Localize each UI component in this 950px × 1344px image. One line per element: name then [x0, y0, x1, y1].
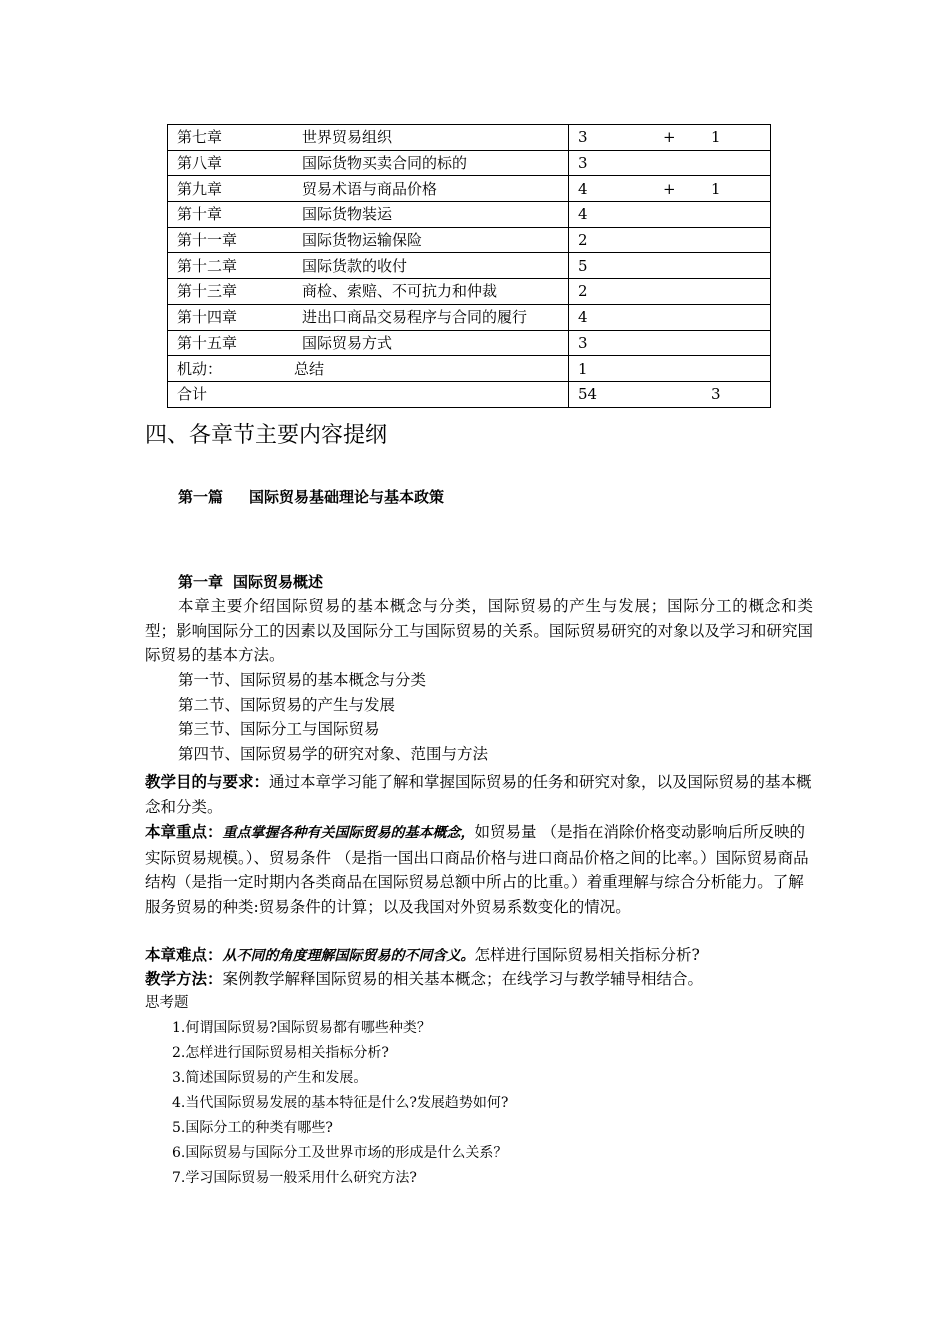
chapter-title: 世界贸易组织	[302, 128, 393, 147]
chapter-heading-name: 国际贸易概述	[233, 573, 324, 591]
table-row-total	[168, 381, 771, 407]
table-row	[168, 125, 771, 151]
questions-title: 思考题	[145, 995, 189, 1011]
table-row	[168, 304, 771, 330]
lecture-hours: 2	[578, 231, 588, 250]
lecture-hours: 4	[578, 179, 588, 198]
question-item: 3.简述国际贸易的产生和发展。	[172, 1070, 368, 1086]
chapter-number: 第七章	[177, 128, 223, 147]
lecture-hours: 5	[578, 256, 588, 275]
total-label: 合计	[177, 385, 208, 404]
question-item: 5.国际分工的种类有哪些?	[172, 1120, 333, 1136]
question-item: 1.何谓国际贸易?国际贸易都有哪些种类？	[172, 1020, 431, 1036]
class-hours-table	[167, 124, 771, 408]
section-heading: 四、各章节主要内容提纲	[145, 423, 388, 448]
chapter-title: 国际贸易方式	[302, 333, 393, 352]
difficulties-emphasis: 从不同的角度理解国际贸易的不同含义。	[222, 948, 475, 964]
lecture-hours: 4	[578, 205, 588, 224]
extra-hours: 1	[711, 128, 721, 147]
teaching-method	[145, 967, 813, 992]
chapter-number: 第八章	[177, 154, 223, 173]
lecture-hours: 4	[578, 308, 588, 327]
key-points-label: 本章重点：	[145, 823, 223, 841]
teaching-goals-label: 教学目的与要求：	[145, 773, 270, 791]
chapter-title: 国际货款的收付	[302, 256, 408, 275]
lecture-hours: 3	[578, 128, 588, 147]
part-name: 国际贸易基础理论与基本政策	[249, 488, 445, 506]
section-list	[178, 668, 846, 766]
question-item: 6.国际贸易与国际分工及世界市场的形成是什么关系？	[172, 1145, 508, 1161]
chapter-title: 国际货物装运	[302, 205, 393, 224]
part-number: 第一篇	[178, 488, 224, 506]
extra-hours: 1	[711, 179, 721, 198]
chapter-title: 国际货物买卖合同的标的	[302, 154, 468, 173]
part-title	[178, 486, 846, 507]
chapter-number: 第九章	[177, 179, 223, 198]
question-list	[172, 1016, 840, 1191]
section-item: 第四节、国际贸易学的研究对象、范围与方法	[178, 744, 489, 763]
chapter-number: 第十五章	[177, 333, 238, 352]
table-row-misc	[168, 356, 771, 382]
key-points	[145, 820, 813, 919]
lecture-hours: 3	[578, 333, 588, 352]
total-hours: 54	[578, 385, 598, 404]
chapter-number: 第十一章	[177, 231, 238, 250]
difficulties-text: 怎样进行国际贸易相关指标分析?	[474, 946, 700, 964]
teaching-goals-text: 通过本章学习能了解和掌握国际贸易的任务和研究对象，以及国际贸易的基本概念和分类。	[145, 773, 812, 816]
question-item: 2.怎样进行国际贸易相关指标分析?	[172, 1045, 389, 1061]
question-item: 4.当代国际贸易发展的基本特征是什么?发展趋势如何?	[172, 1095, 509, 1111]
chapter-heading-number: 第一章	[178, 573, 224, 591]
key-points-emphasis: 重点掌握各种有关国际贸易的基本概念，	[222, 825, 475, 841]
table-row	[168, 279, 771, 305]
teaching-method-label: 教学方法：	[145, 970, 223, 988]
chapter-title: 国际货物运输保险	[302, 231, 423, 250]
chapter-title: 贸易术语与商品价格	[302, 179, 438, 198]
chapter-number: 第十二章	[177, 256, 238, 275]
teaching-method-text: 案例教学解释国际贸易的相关基本概念；在线学习与教学辅导相结合。	[222, 970, 704, 988]
difficulties-label: 本章难点：	[145, 946, 223, 964]
table-row	[168, 330, 771, 356]
plus-sign: +	[663, 128, 676, 147]
chapter-title: 进出口商品交易程序与合同的履行	[302, 308, 528, 327]
table-row	[168, 150, 771, 176]
table-row	[168, 253, 771, 279]
table-row	[168, 176, 771, 202]
section-item: 第三节、国际分工与国际贸易	[178, 720, 380, 738]
chapter-number: 第十章	[177, 205, 223, 224]
key-points-text: 如贸易量 （是指在消除价格变动影响后所反映的实际贸易规模。）、贸易条件 （是指一国出口商品价格与进口商品价格之间的比率。）国际贸易商品结构（是指一定时期内各类商品在国际贸易总额中所占的比重。）着重理解与综合分析能力。了解服务贸易的种类:贸易条件的计算；以及我国对外贸易系数变化的情况。	[145, 823, 809, 916]
question-item: 7.学习国际贸易一般采用什么研究方法?	[172, 1170, 417, 1186]
chapter-heading	[178, 571, 846, 592]
section-item: 第二节、国际贸易的产生与发展	[178, 695, 396, 714]
misc-hours: 1	[578, 359, 588, 378]
teaching-goals	[145, 770, 813, 819]
misc-title: 总结	[294, 359, 325, 378]
table-row	[168, 202, 771, 228]
section-item: 第一节、国际贸易的基本概念与分类	[178, 671, 427, 689]
chapter-title: 商检、索赔、不可抗力和仲裁	[302, 282, 498, 301]
total-extra-hours: 3	[711, 385, 721, 404]
chapter-intro: 本章主要介绍国际贸易的基本概念与分类，国际贸易的产生与发展；国际分工的概念和类型；影响国际分工的因素以及国际分工与国际贸易的关系。国际贸易研究的对象以及学习和研究国际贸易的基本方法。	[145, 597, 813, 664]
difficulties	[145, 943, 813, 969]
table-row	[168, 227, 771, 253]
chapter-number: 第十三章	[177, 282, 238, 301]
plus-sign: +	[663, 179, 676, 198]
lecture-hours: 2	[578, 282, 588, 301]
misc-label: 机动：	[177, 359, 223, 378]
lecture-hours: 3	[578, 154, 588, 173]
chapter-number: 第十四章	[177, 308, 238, 327]
